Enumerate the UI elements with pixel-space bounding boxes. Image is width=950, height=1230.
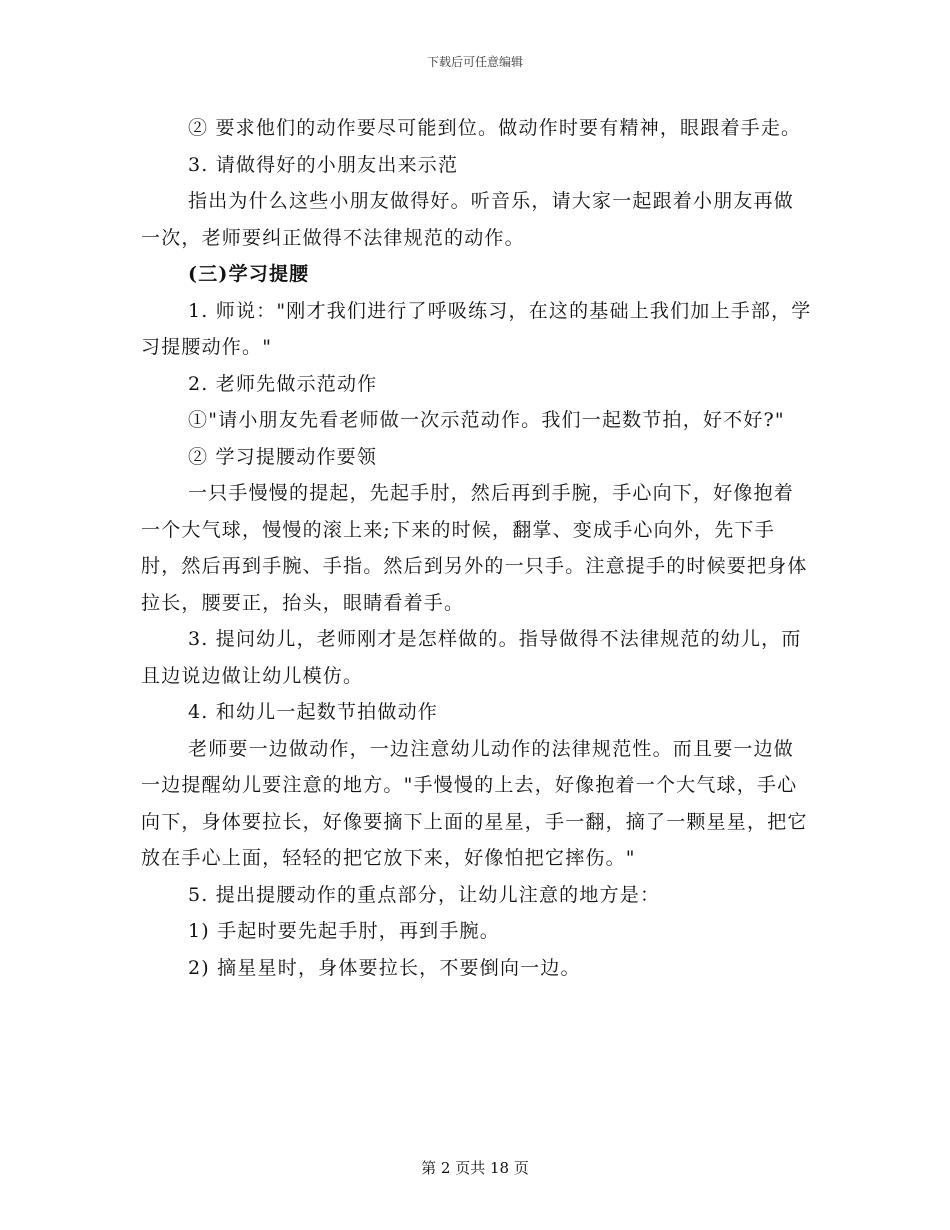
paragraph-9: 一只手慢慢的提起，先起手肘，然后再到手腕，手心向下，好像抱着一个大气球，慢慢的滚上来;下来的时候，翻掌、变成手心向外，先下手肘，然后再到手腕、手指。然后到另外的一只手。注意提手的时候要把身体拉长，腰要正，抬头，眼睛看着手。	[141, 482, 808, 614]
paragraph-1: ② 要求他们的动作要尽可能到位。做动作时要有精神，眼跟着手走。	[188, 117, 802, 139]
paragraph-13: 5. 提出提腰动作的重点部分，让幼儿注意的地方是：	[188, 883, 661, 906]
paragraph-14: 1) 手起时要先起手肘，再到手腕。	[188, 920, 500, 942]
paragraph-5: 1. 师说："刚才我们进行了呼吸练习，在这的基础上我们加上手部，学习提腰动作。"	[141, 299, 812, 358]
paragraph-3: 指出为什么这些小朋友做得好。听音乐，请大家一起跟着小朋友再做一次，老师要纠正做得不法律规范的动作。	[141, 190, 795, 249]
document-body	[141, 110, 813, 986]
paragraph-15: 2) 摘星星时，身体要拉长，不要倒向一边。	[188, 956, 581, 979]
paragraph-2: 3. 请做得好的小朋友出来示范	[188, 153, 459, 176]
page-footer: 第 2 页共 18 页	[421, 1159, 529, 1177]
section-heading: (三)学习提腰	[188, 263, 310, 285]
paragraph-6: 2. 老师先做示范动作	[188, 372, 378, 395]
paragraph-11: 4. 和幼儿一起数节拍做动作	[188, 701, 438, 723]
paragraph-8: ② 学习提腰动作要领	[188, 445, 378, 468]
paragraph-12: 老师要一边做动作，一边注意幼儿动作的法律规范性。而且要一边做一边提醒幼儿要注意的地方。"手慢慢的上去，好像抱着一个大气球，手心向下，身体要拉长，好像要摘下上面的星星，手一翻，摘了一颗星星，把它放在手心上面，轻轻的把它放下来，好像怕把它摔伤。"	[141, 737, 808, 869]
page-header: 下载后可任意编辑	[426, 55, 523, 69]
paragraph-7: ①"请小朋友先看老师做一次示范动作。我们一起数节拍，好不好?"	[188, 409, 785, 431]
paragraph-10: 3. 提问幼儿，老师刚才是怎样做的。指导做得不法律规范的幼儿，而且边说边做让幼儿模仿。	[141, 628, 802, 687]
